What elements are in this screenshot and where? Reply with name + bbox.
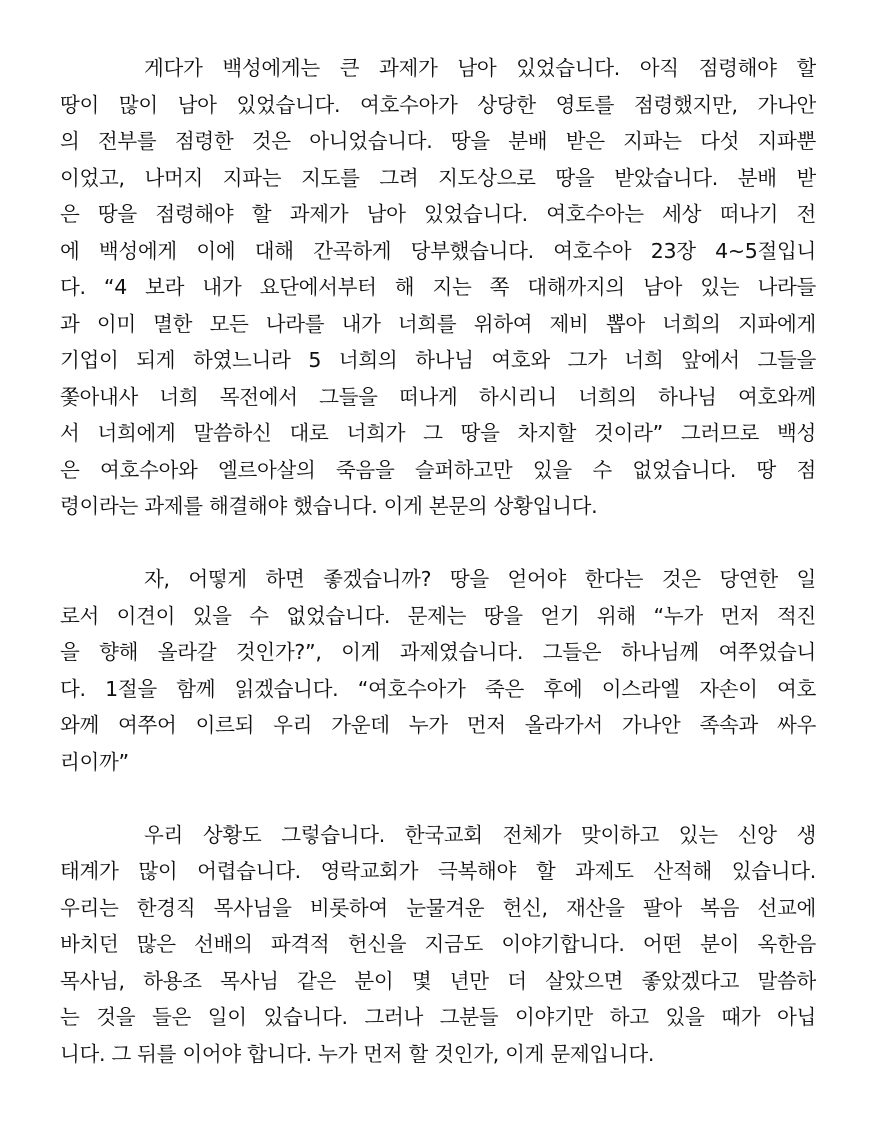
text-line: 은 땅을 점령해야 할 과제가 남아 있었습니다. 여호수아는 세상 떠나기 전 — [60, 202, 816, 226]
text-line: 니다. 그 뒤를 이어야 합니다. 누가 먼저 할 것인가, 이게 문제입니다. — [60, 1041, 655, 1066]
paragraph-2 — [60, 561, 816, 780]
document-page — [60, 50, 816, 1072]
paragraph-spacer — [60, 780, 816, 817]
paragraph-spacer — [60, 525, 816, 562]
text-line: 리이까” — [60, 749, 129, 774]
text-line: 목사님, 하용조 목사님 같은 분이 몇 년만 더 살았으면 좋았겠다고 말씀하 — [60, 968, 816, 993]
text-line: 태계가 많이 어렵습니다. 영락교회가 극복해야 할 과제도 산적해 있습니다. — [60, 859, 816, 883]
text-line: 의 전부를 점령한 것은 아니었습니다. 땅을 분배 받은 지파는 다섯 지파뿐 — [60, 129, 816, 153]
text-line: 다. “4 보라 내가 요단에서부터 해 지는 쪽 대해까지의 남아 있는 나라들 — [60, 275, 816, 299]
text-line: 바치던 많은 선배의 파격적 헌신을 지금도 이야기합니다. 어떤 분이 옥한음 — [60, 932, 816, 956]
text-line: 자, 어떻게 하면 좋겠습니까? 땅을 얻어야 한다는 것은 당연한 일 — [144, 567, 816, 591]
text-line: 와께 여쭈어 이르되 우리 가운데 누가 먼저 올라가서 가나안 족속과 싸우 — [60, 713, 816, 737]
text-line: 이었고, 나머지 지파는 지도를 그려 지도상으로 땅을 받았습니다. 분배 받 — [60, 165, 816, 190]
text-line: 은 여호수아와 엘르아살의 죽음을 슬퍼하고만 있을 수 없었습니다. 땅 점 — [60, 457, 816, 482]
text-line: 서 너희에게 말씀하신 대로 너희가 그 땅을 차지할 것이라” 그러므로 백성 — [60, 421, 816, 445]
text-line: 쫓아내사 너희 목전에서 그들을 떠나게 하시리니 너희의 하나님 여호와께 — [60, 384, 816, 409]
text-line: 과 이미 멸한 모든 나라를 내가 너희를 위하여 제비 뽑아 너희의 지파에게 — [60, 311, 816, 336]
paragraph-1 — [60, 50, 816, 525]
text-line: 령이라는 과제를 해결해야 했습니다. 이게 본문의 상황입니다. — [60, 494, 598, 518]
text-line: 게다가 백성에게는 큰 과제가 남아 있었습니다. 아직 점령해야 할 — [144, 56, 816, 80]
text-line: 에 백성에게 이에 대해 간곡하게 당부했습니다. 여호수아 23장 4~5절입니 — [60, 238, 816, 263]
paragraph-3 — [60, 817, 816, 1073]
text-line: 는 것을 들은 일이 있습니다. 그러나 그분들 이야기만 하고 있을 때가 아닙 — [60, 1005, 816, 1029]
text-line: 다. 1절을 함께 읽겠습니다. “여호수아가 죽은 후에 이스라엘 자손이 여호 — [60, 676, 816, 701]
text-line: 땅이 많이 남아 있었습니다. 여호수아가 상당한 영토를 점령했지만, 가나안 — [60, 92, 816, 117]
text-line: 로서 이견이 있을 수 없었습니다. 문제는 땅을 얻기 위해 “누가 먼저 적진 — [60, 603, 816, 628]
text-line: 기업이 되게 하였느니라 5 너희의 하나님 여호와 그가 너희 앞에서 그들을 — [60, 348, 816, 372]
text-line: 을 향해 올라갈 것인가?”, 이게 과제였습니다. 그들은 하나님께 여쭈었습니 — [60, 640, 816, 664]
text-line: 우리는 한경직 목사님을 비롯하여 눈물겨운 헌신, 재산을 팔아 복음 선교에 — [60, 895, 816, 920]
text-line: 우리 상황도 그렇습니다. 한국교회 전체가 맞이하고 있는 신앙 생 — [144, 822, 816, 847]
